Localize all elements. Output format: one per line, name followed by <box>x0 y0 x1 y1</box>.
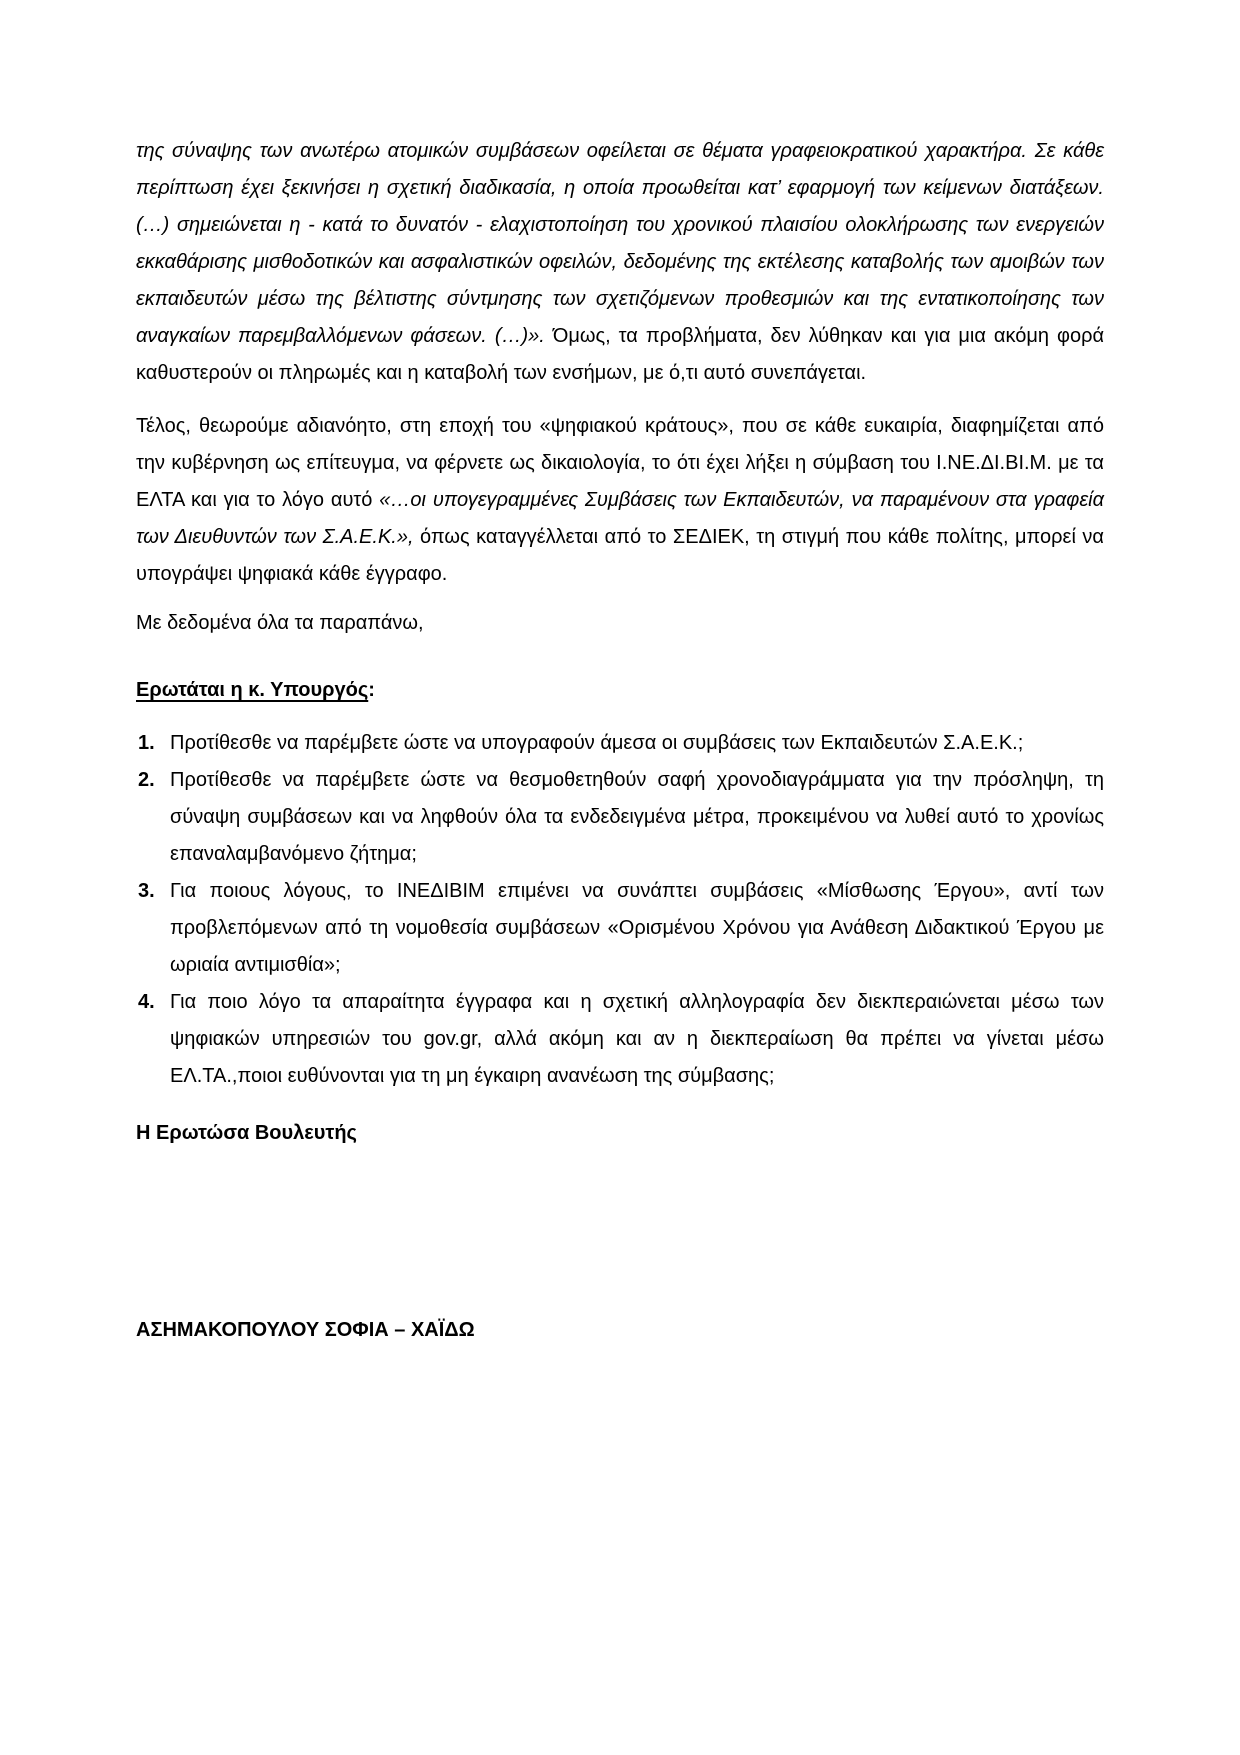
question-number: 1. <box>138 732 155 754</box>
paragraph-premise: Με δεδομένα όλα τα παραπάνω, <box>136 612 424 634</box>
telos-tail-text: όπως καταγγέλλεται από το ΣΕΔΙΕΚ, τη στιγμή που κάθε πολίτης, μπορεί να υπογράψει ψηφιακά κάθε έγγραφο. <box>136 526 1104 585</box>
question-text: Προτίθεσθε να παρέμβετε ώστε να θεσμοθετηθούν σαφή χρονοδιαγράμματα για την πρόσληψη, τη σύναψη συμβάσεων και να ληφθούν όλα τα ενδεδειγμένα μέτρα, προκειμένου να λυθεί αυτό το χρονίως επαναλαμβανόμενο ζήτημα; <box>170 769 1104 865</box>
sediek-quote-italic-text: «…οι υπογεγραμμένες Συμβάσεις των Εκπαιδευτών, να παραμένουν στα γραφεία των Διευθυντών των Σ.Α.Ε.Κ.», <box>136 489 1104 548</box>
paragraph-ministry-quote <box>136 133 1104 392</box>
telos-lead-text: Τέλος, θεωρούμε αδιανόητο, στη εποχή του «ψηφιακού κράτους», που σε κάθε ευκαιρία, διαφημίζεται από την κυβέρνηση ως επίτευγμα, να φέρνετε ως δικαιολογία, το ότι έχει λήξει η σύμβαση του Ι.ΝΕ.ΔΙ.ΒΙ.Μ. με τα ΕΛΤΑ και για το λόγο αυτό <box>136 415 1104 511</box>
question-item-1 <box>136 725 1104 762</box>
paragraph-remainder-text: Όμως, τα προβλήματα, δεν λύθηκαν και για μια ακόμη φορά καθυστερούν οι πληρωμές και η καταβολή των ενσήμων, με ό,τι αυτό συνεπάγεται. <box>136 325 1105 384</box>
questions-list <box>136 725 1104 1095</box>
question-item-4 <box>136 984 1104 1095</box>
questions-heading-colon: : <box>368 679 375 701</box>
question-text: Για ποιους λόγους, το ΙΝΕΔΙΒΙΜ επιμένει να συνάπτει συμβάσεις «Μίσθωσης Έργου», αντί των προβλεπόμενων από τη νομοθεσία συμβάσεων «Ορισμένου Χρόνου για Ανάθεση Διδακτικού Έργου με ωριαία αντιμισθία»; <box>170 880 1104 976</box>
question-item-3 <box>136 873 1104 984</box>
question-text: Προτίθεσθε να παρέμβετε ώστε να υπογραφούν άμεσα οι συμβάσεις των Εκπαιδευτών Σ.Α.Ε.Κ.; <box>170 732 1024 754</box>
paragraph-telos <box>136 408 1104 593</box>
signature-role: Η Ερωτώσα Βουλευτής <box>136 1122 357 1144</box>
question-item-2 <box>136 762 1104 873</box>
questions-heading <box>136 672 1104 709</box>
questions-heading-label: Ερωτάται η κ. Υπουργός <box>136 679 369 701</box>
question-text: Για ποιο λόγο τα απαραίτητα έγγραφα και η σχετική αλληλογραφία δεν διεκπεραιώνεται μέσω των ψηφιακών υπηρεσιών του gov.gr, αλλά ακόμη και αν η διεκπεραίωση θα πρέπει να γίνεται μέσω ΕΛ.ΤΑ.,ποιοι ευθύνονται για τη μη έγκαιρη ανανέωση της σύμβασης; <box>170 991 1104 1087</box>
question-number: 4. <box>138 991 155 1013</box>
signature-name: ΑΣΗΜΑΚΟΠΟΥΛΟΥ ΣΟΦΙΑ – ΧΑΪΔΩ <box>136 1319 475 1341</box>
ministry-quote-italic-text: της σύναψης των ανωτέρω ατομικών συμβάσεων οφείλεται σε θέματα γραφειοκρατικού χαρακτήρα. Σε κάθε περίπτωση έχει ξεκινήσει η σχετική διαδικασία, η οποία προωθείται κατ’ εφαρμογή των κείμενων διατάξεων. (…) σημειώνεται η - κατά το δυνατόν - ελαχιστοποίηση του χρονικού πλαισίου ολοκλήρωσης των ενεργειών εκκαθάρισης μισθοδοτικών και ασφαλιστικών οφειλών, δεδομένης της εκτέλεσης καταβολής των αμοιβών των εκπαιδευτών μέσω της βέλτιστης σύντμησης των σχετιζόμενων προθεσμιών και της εντατικοποίησης των αναγκαίων παρεμβαλλόμενων φάσεων. (…)». <box>136 140 1104 347</box>
question-number: 3. <box>138 880 155 902</box>
question-number: 2. <box>138 769 155 791</box>
